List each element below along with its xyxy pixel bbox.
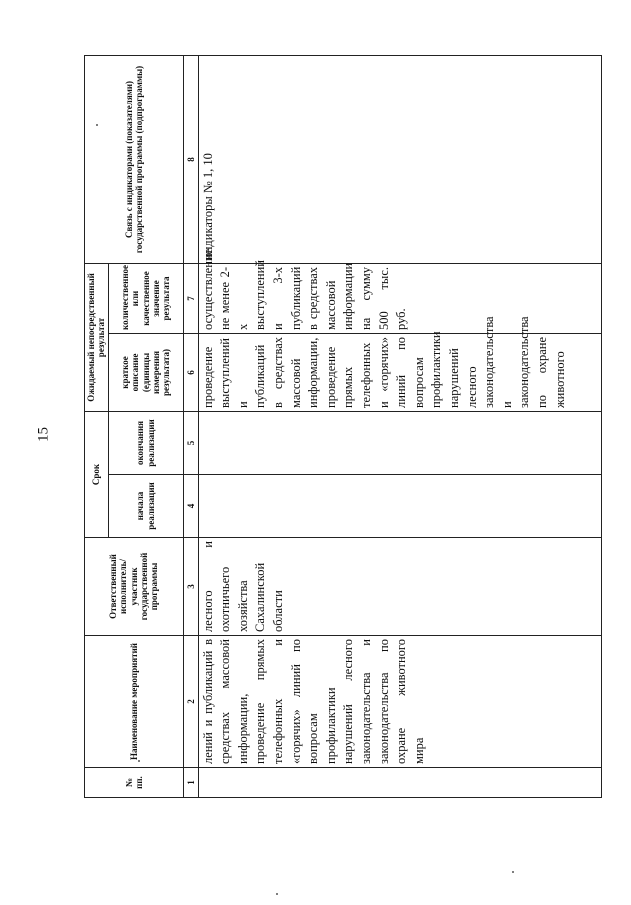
header-term: Срок bbox=[85, 411, 109, 537]
column-number: 3 bbox=[183, 538, 198, 636]
cell-result-quant: осуществление не менее 2-х выступлений и 3-х публикаций в средствах массовой информации на сумму 500 тыс. руб. bbox=[198, 263, 601, 333]
cell-num bbox=[198, 768, 601, 798]
cell-name: лений и публикаций в средствах массовой информации, проведение прямых телефонных и «горячих» линий по вопросам профилактики нарушений лесного законодательства и законодательства по охране животного мира bbox=[198, 636, 601, 768]
table-row bbox=[198, 55, 601, 797]
header-executor: Ответственный исполнитель/ участник государственной программы bbox=[85, 538, 184, 636]
column-number: 7 bbox=[183, 263, 198, 333]
header-term-end: окончания реализации bbox=[108, 411, 183, 474]
header-term-start: начала реализации bbox=[108, 475, 183, 538]
column-number: 2 bbox=[183, 636, 198, 768]
page-number: 15 bbox=[35, 427, 52, 442]
rotated-table-page bbox=[84, 56, 588, 798]
scan-speck bbox=[138, 760, 140, 762]
header-result-short: краткое описание (единицы измерения результата) bbox=[108, 333, 183, 411]
header-num: № пп. bbox=[85, 768, 184, 798]
column-number: 8 bbox=[183, 55, 198, 263]
scan-speck bbox=[96, 124, 98, 126]
measures-table bbox=[84, 55, 602, 798]
scan-speck bbox=[512, 871, 514, 873]
column-number-row bbox=[183, 55, 198, 797]
cell-link: индикаторы № 1, 10 bbox=[198, 55, 601, 263]
header-row-1 bbox=[85, 55, 109, 797]
cell-executor: лесного и охотничьего хозяйства Сахалинской области bbox=[198, 538, 601, 636]
column-number: 1 bbox=[183, 768, 198, 798]
cell-result-short: проведение выступлений и публикаций в средствах массовой информации, проведение прямых телефонных и «горячих» линий по вопросам профилактики нарушений лесного законодательства и законодательства по охране животного bbox=[198, 333, 601, 411]
scan-speck bbox=[276, 893, 278, 895]
cell-term-end bbox=[198, 411, 601, 474]
column-number: 5 bbox=[183, 411, 198, 474]
cell-term-start bbox=[198, 475, 601, 538]
header-link: Связь с индикаторами (показателями) государственной программы (подпрограммы) bbox=[85, 55, 184, 263]
column-number: 6 bbox=[183, 333, 198, 411]
header-name: Наименование мероприятий bbox=[85, 636, 184, 768]
column-number: 4 bbox=[183, 475, 198, 538]
header-result: Ожидаемый непосредственный результат bbox=[85, 263, 109, 411]
header-result-quant: количественное или качественное значение результата bbox=[108, 263, 183, 333]
